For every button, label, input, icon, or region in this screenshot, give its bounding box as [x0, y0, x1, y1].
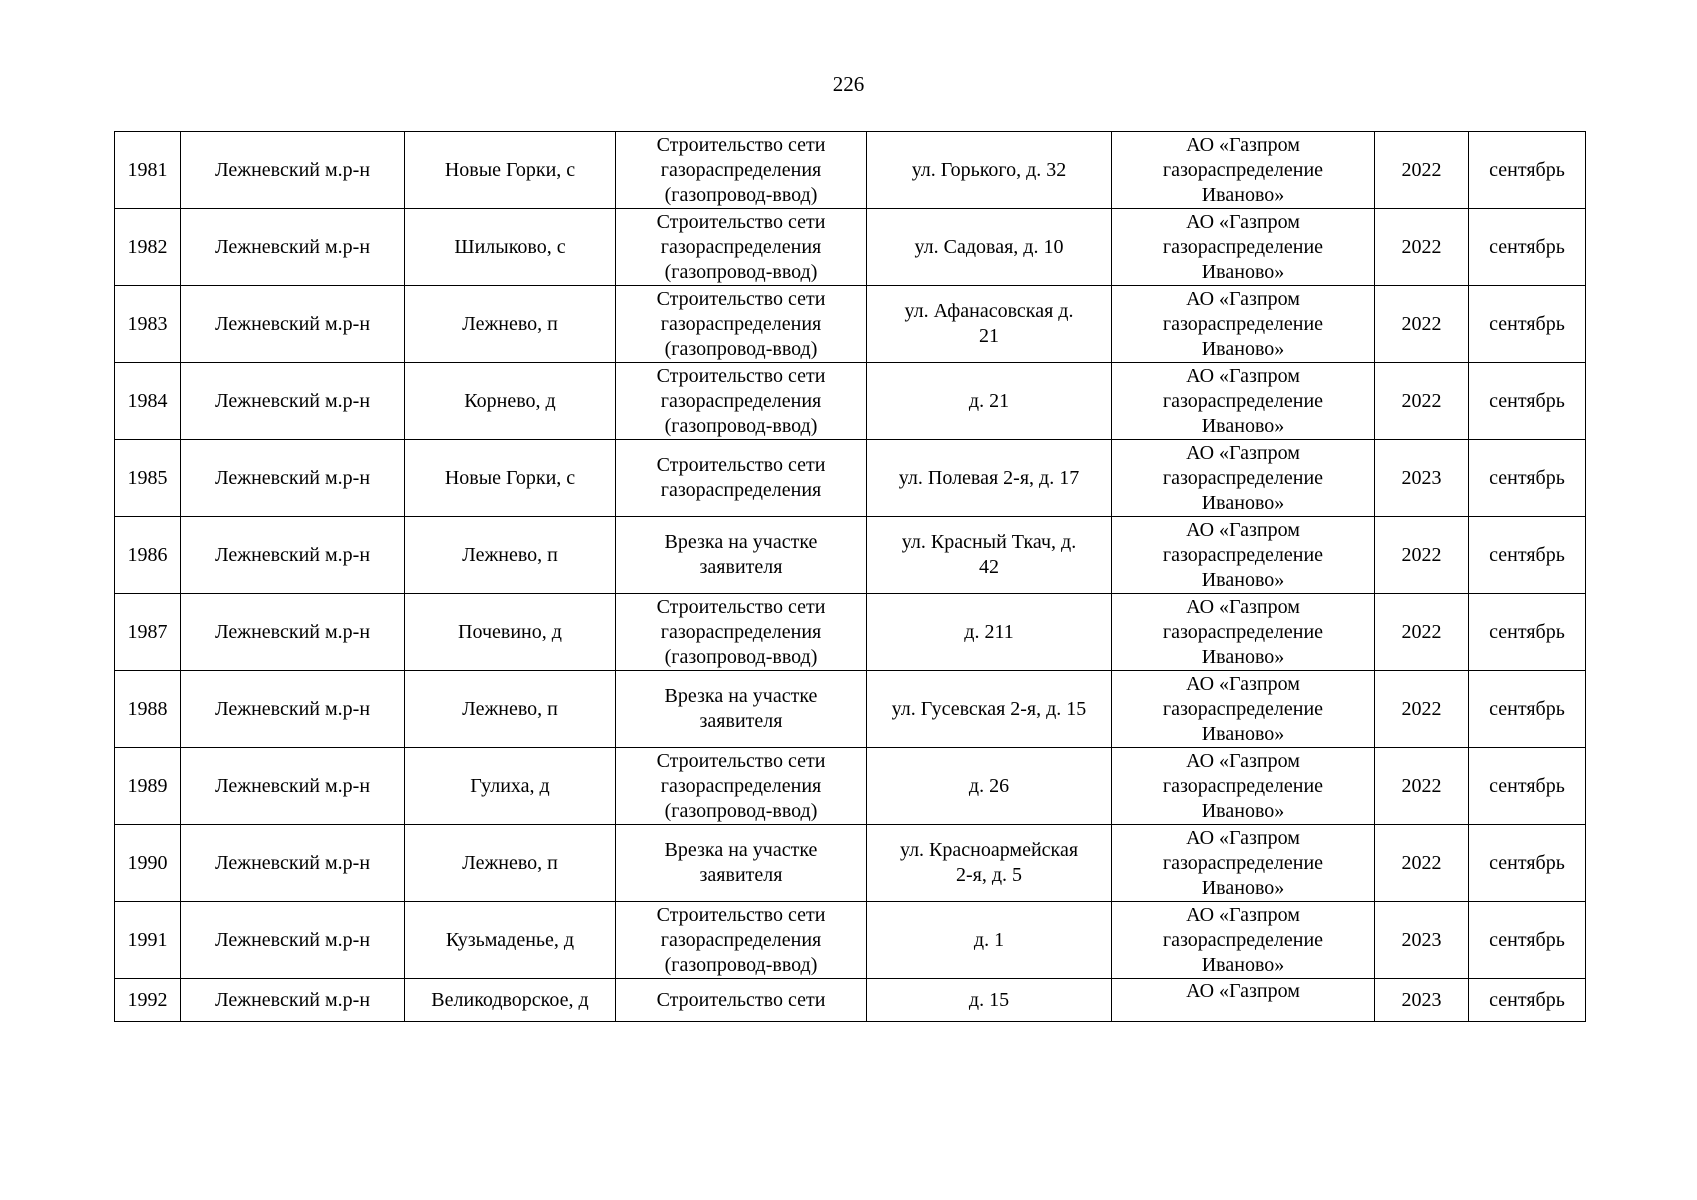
cell-address: д. 211: [867, 594, 1112, 671]
cell-work-type: Строительство сети газораспределения (газопровод-ввод): [616, 286, 867, 363]
cell-work-type: Врезка на участке заявителя: [616, 517, 867, 594]
cell-work-type: Врезка на участке заявителя: [616, 671, 867, 748]
cell-organization: АО «Газпром газораспределение Иваново»: [1112, 517, 1375, 594]
cell-locality: Новые Горки, с: [405, 132, 616, 209]
cell-month: сентябрь: [1469, 132, 1586, 209]
cell-address: д. 21: [867, 363, 1112, 440]
cell-number: 1983: [115, 286, 181, 363]
cell-year: 2022: [1375, 209, 1469, 286]
cell-locality: Лежнево, п: [405, 825, 616, 902]
cell-district: Лежневский м.р-н: [181, 671, 405, 748]
cell-organization: АО «Газпром газораспределение Иваново»: [1112, 286, 1375, 363]
cell-organization: АО «Газпром газораспределение Иваново»: [1112, 209, 1375, 286]
cell-organization: АО «Газпром: [1112, 979, 1375, 1022]
cell-number: 1987: [115, 594, 181, 671]
cell-address: д. 26: [867, 748, 1112, 825]
cell-locality: Великодворское, д: [405, 979, 616, 1022]
cell-work-type: Строительство сети газораспределения: [616, 440, 867, 517]
cell-year: 2022: [1375, 594, 1469, 671]
cell-year: 2022: [1375, 671, 1469, 748]
cell-address: ул. Гусевская 2-я, д. 15: [867, 671, 1112, 748]
cell-work-type: Строительство сети газораспределения (газопровод-ввод): [616, 594, 867, 671]
gas-connection-table: [114, 131, 1586, 1022]
cell-work-type: Строительство сети газораспределения (газопровод-ввод): [616, 748, 867, 825]
cell-district: Лежневский м.р-н: [181, 286, 405, 363]
cell-month: сентябрь: [1469, 748, 1586, 825]
cell-organization: АО «Газпром газораспределение Иваново»: [1112, 748, 1375, 825]
cell-month: сентябрь: [1469, 209, 1586, 286]
table-row: [115, 902, 1586, 979]
cell-address: ул. Красный Ткач, д. 42: [867, 517, 1112, 594]
cell-district: Лежневский м.р-н: [181, 594, 405, 671]
cell-work-type: Врезка на участке заявителя: [616, 825, 867, 902]
cell-year: 2023: [1375, 979, 1469, 1022]
cell-month: сентябрь: [1469, 363, 1586, 440]
cell-address: ул. Афанасовская д. 21: [867, 286, 1112, 363]
table-row: [115, 825, 1586, 902]
cell-number: 1982: [115, 209, 181, 286]
cell-organization: АО «Газпром газораспределение Иваново»: [1112, 902, 1375, 979]
cell-address: д. 1: [867, 902, 1112, 979]
cell-month: сентябрь: [1469, 517, 1586, 594]
cell-work-type: Строительство сети газораспределения (газопровод-ввод): [616, 902, 867, 979]
cell-locality: Лежнево, п: [405, 671, 616, 748]
cell-locality: Лежнево, п: [405, 286, 616, 363]
cell-organization: АО «Газпром газораспределение Иваново»: [1112, 440, 1375, 517]
table-row: [115, 440, 1586, 517]
table-row: [115, 132, 1586, 209]
cell-address: ул. Полевая 2-я, д. 17: [867, 440, 1112, 517]
table-row: [115, 363, 1586, 440]
cell-year: 2022: [1375, 132, 1469, 209]
cell-address: ул. Садовая, д. 10: [867, 209, 1112, 286]
cell-locality: Корнево, д: [405, 363, 616, 440]
table-row: [115, 979, 1586, 1022]
cell-district: Лежневский м.р-н: [181, 440, 405, 517]
page-number: 226: [832, 72, 865, 96]
cell-year: 2022: [1375, 825, 1469, 902]
cell-locality: Кузьмаденье, д: [405, 902, 616, 979]
cell-month: сентябрь: [1469, 671, 1586, 748]
cell-locality: Лежнево, п: [405, 517, 616, 594]
cell-year: 2023: [1375, 902, 1469, 979]
cell-number: 1984: [115, 363, 181, 440]
table-row: [115, 594, 1586, 671]
cell-organization: АО «Газпром газораспределение Иваново»: [1112, 132, 1375, 209]
cell-locality: Новые Горки, с: [405, 440, 616, 517]
cell-district: Лежневский м.р-н: [181, 132, 405, 209]
cell-number: 1990: [115, 825, 181, 902]
cell-month: сентябрь: [1469, 979, 1586, 1022]
cell-month: сентябрь: [1469, 440, 1586, 517]
table-row: [115, 517, 1586, 594]
table-row: [115, 671, 1586, 748]
table-row: [115, 209, 1586, 286]
cell-year: 2022: [1375, 748, 1469, 825]
cell-address: д. 15: [867, 979, 1112, 1022]
cell-year: 2023: [1375, 440, 1469, 517]
table-row: [115, 748, 1586, 825]
cell-organization: АО «Газпром газораспределение Иваново»: [1112, 363, 1375, 440]
cell-number: 1991: [115, 902, 181, 979]
cell-month: сентябрь: [1469, 594, 1586, 671]
cell-year: 2022: [1375, 517, 1469, 594]
cell-district: Лежневский м.р-н: [181, 363, 405, 440]
cell-work-type: Строительство сети газораспределения (газопровод-ввод): [616, 363, 867, 440]
cell-month: сентябрь: [1469, 825, 1586, 902]
cell-organization: АО «Газпром газораспределение Иваново»: [1112, 671, 1375, 748]
cell-district: Лежневский м.р-н: [181, 748, 405, 825]
cell-month: сентябрь: [1469, 902, 1586, 979]
cell-district: Лежневский м.р-н: [181, 209, 405, 286]
cell-month: сентябрь: [1469, 286, 1586, 363]
table-row: [115, 286, 1586, 363]
cell-number: 1992: [115, 979, 181, 1022]
cell-locality: Шилыково, с: [405, 209, 616, 286]
cell-number: 1989: [115, 748, 181, 825]
cell-address: ул. Горького, д. 32: [867, 132, 1112, 209]
cell-number: 1988: [115, 671, 181, 748]
cell-work-type: Строительство сети газораспределения (газопровод-ввод): [616, 132, 867, 209]
cell-locality: Почевино, д: [405, 594, 616, 671]
cell-locality: Гулиха, д: [405, 748, 616, 825]
cell-address: ул. Красноармейская 2-я, д. 5: [867, 825, 1112, 902]
cell-organization: АО «Газпром газораспределение Иваново»: [1112, 594, 1375, 671]
cell-year: 2022: [1375, 286, 1469, 363]
cell-year: 2022: [1375, 363, 1469, 440]
cell-organization: АО «Газпром газораспределение Иваново»: [1112, 825, 1375, 902]
cell-district: Лежневский м.р-н: [181, 825, 405, 902]
cell-district: Лежневский м.р-н: [181, 517, 405, 594]
cell-number: 1981: [115, 132, 181, 209]
cell-number: 1986: [115, 517, 181, 594]
cell-district: Лежневский м.р-н: [181, 902, 405, 979]
cell-district: Лежневский м.р-н: [181, 979, 405, 1022]
cell-work-type: Строительство сети газораспределения (газопровод-ввод): [616, 209, 867, 286]
cell-number: 1985: [115, 440, 181, 517]
cell-work-type: Строительство сети: [616, 979, 867, 1022]
